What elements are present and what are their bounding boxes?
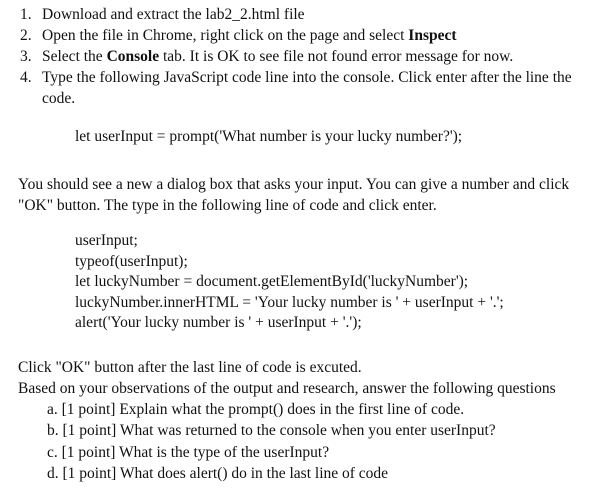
question-a: a. [1 point] Explain what the prompt() does in the first line of code.	[47, 401, 465, 418]
code-line: let luckyNumber = document.getElementById('luckyNumber');	[75, 273, 469, 290]
instruction-paragraph-2	[18, 357, 602, 399]
step-text: Select the	[42, 48, 107, 65]
code-line: userInput;	[75, 232, 138, 249]
question-c: c. [1 point] What is the type of the userInput?	[47, 443, 330, 461]
step-number: 1.	[20, 6, 32, 23]
code-block	[75, 231, 504, 334]
steps-list	[0, 4, 600, 109]
instruction-line: Based on your observations of the output and research, answer the following questions	[18, 380, 556, 397]
step-bold-term: Console	[106, 48, 160, 65]
question-b: b. [1 point] What was returned to the console when you enter userInput?	[47, 422, 496, 440]
step-number: 3.	[20, 48, 32, 65]
step-2	[0, 25, 600, 46]
step-1	[0, 4, 600, 25]
step-text: Open the file in Chrome, right click on the page and select	[42, 27, 409, 44]
step-text-tail: tab. It is OK to see file not found error message for now.	[159, 48, 514, 65]
code-line: luckyNumber.innerHTML = 'Your lucky number is ' + userInput + '.';	[75, 293, 504, 311]
step-number: 2.	[20, 27, 32, 44]
step-3	[0, 46, 600, 67]
step-bold-term: Inspect	[408, 27, 457, 44]
instruction-line: Click "OK" button after the last line of code is excuted.	[18, 359, 362, 376]
step-number: 4.	[20, 69, 32, 86]
step-text: Type the following JavaScript code line into the console. Click enter after the line the code.	[42, 69, 572, 107]
step-4	[0, 67, 600, 109]
code-line: alert('Your lucky number is ' + userInput + '.');	[75, 314, 362, 331]
instruction-paragraph-1: You should see a new a dialog box that asks your input. You can give a number and click "OK" button. The type in the following line of code and click enter.	[18, 176, 570, 214]
code-line-prompt: let userInput = prompt('What number is your lucky number?');	[75, 128, 463, 145]
questions-list	[47, 399, 496, 484]
question-d: d. [1 point] What does alert() do in the last line of code	[47, 464, 389, 482]
step-text: Download and extract the lab2_2.html file	[42, 6, 305, 23]
code-line: typeof(userInput);	[75, 252, 188, 270]
